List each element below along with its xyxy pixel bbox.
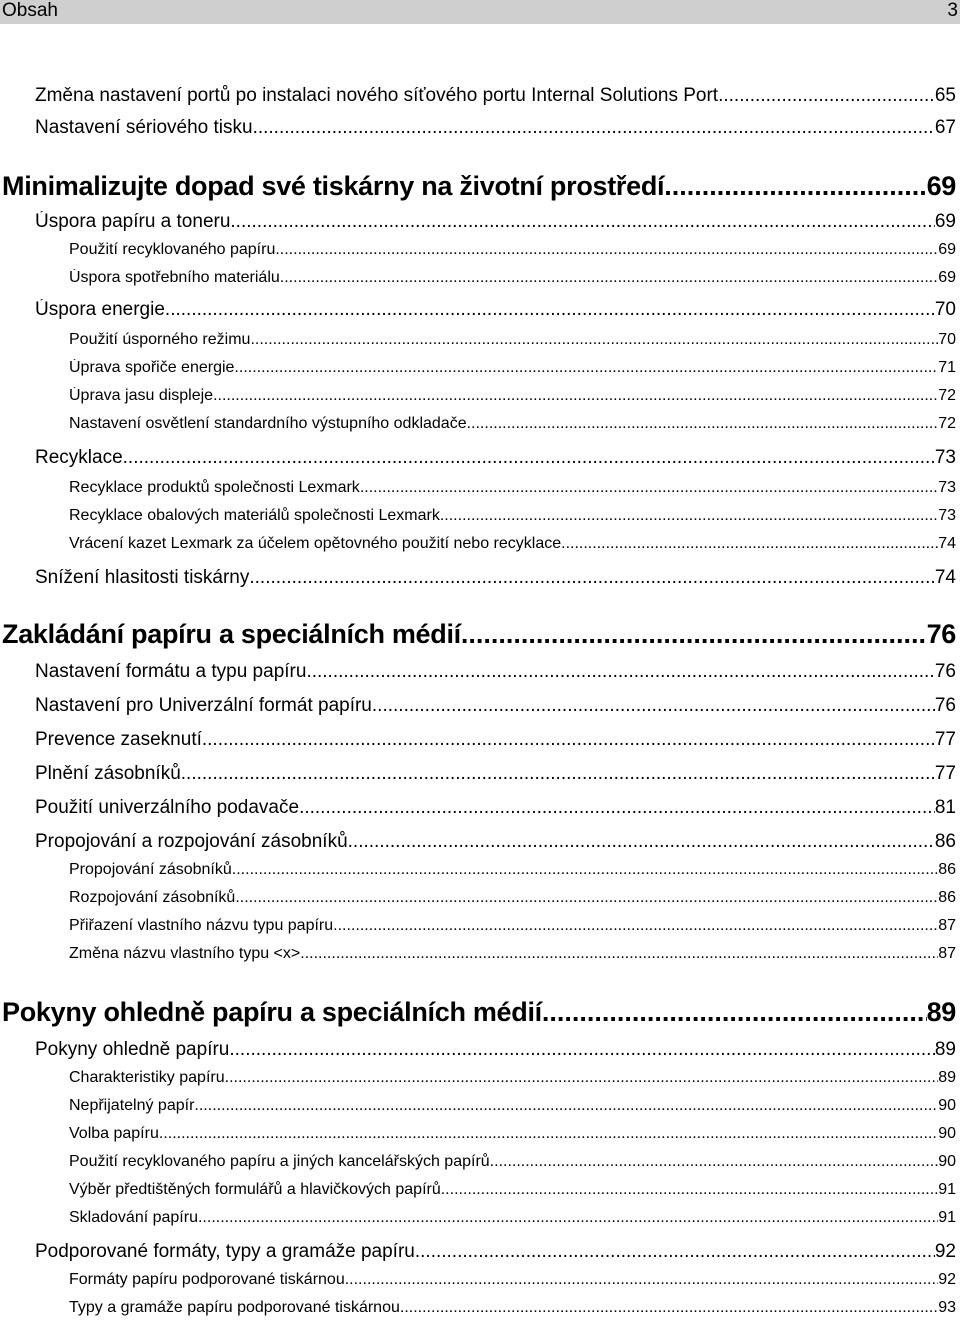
toc-dot-leader xyxy=(345,1271,938,1289)
toc-entry-page: 89 xyxy=(934,1039,956,1060)
toc-entry-title: Použití univerzálního podavače xyxy=(35,797,300,818)
toc-entry-title: Skladování papíru xyxy=(69,1209,198,1226)
toc-dot-leader xyxy=(280,269,938,287)
toc-entry-page: 87 xyxy=(938,917,956,934)
toc-entry-title: Použití úsporného režimu xyxy=(69,331,251,348)
toc-entry-page: 91 xyxy=(938,1181,956,1198)
toc-dot-leader xyxy=(235,889,938,907)
toc-section[interactable] xyxy=(35,117,956,139)
toc-entry-title: Úspora papíru a toneru xyxy=(35,211,231,232)
toc-subsection[interactable] xyxy=(69,1181,956,1199)
toc-subsection[interactable] xyxy=(69,945,956,963)
toc-dot-leader xyxy=(198,1209,938,1227)
toc-dot-leader xyxy=(440,507,938,525)
toc-entry-page: 69 xyxy=(934,211,956,232)
toc-entry-title: Recyklace produktů společnosti Lexmark xyxy=(69,479,360,496)
toc-dot-leader xyxy=(253,117,935,139)
toc-entry-page: 77 xyxy=(934,763,956,784)
toc-subsection[interactable] xyxy=(69,387,956,405)
toc-entry-title: Formáty papíru podporované tiskárnou xyxy=(69,1271,345,1288)
toc-dot-leader xyxy=(415,1241,935,1263)
toc-dot-leader xyxy=(467,415,939,433)
toc-section[interactable] xyxy=(35,85,956,107)
toc-section[interactable] xyxy=(35,661,956,683)
toc-entry-page: 65 xyxy=(934,85,956,106)
toc-dot-leader xyxy=(230,211,934,233)
toc-subsection[interactable] xyxy=(69,359,956,377)
toc-entry-page: 76 xyxy=(934,695,956,716)
toc-dot-leader xyxy=(542,997,927,1028)
toc-dot-leader xyxy=(306,661,934,683)
toc-chapter[interactable] xyxy=(2,619,956,650)
toc-entry-title: Změna názvu vlastního typu <x> xyxy=(69,945,301,962)
toc-dot-leader xyxy=(664,171,926,202)
toc-section[interactable] xyxy=(35,695,956,717)
toc-entry-page: 92 xyxy=(934,1241,956,1262)
toc-entry-page: 71 xyxy=(938,359,956,376)
toc-entry-page: 70 xyxy=(938,331,956,348)
toc-subsection[interactable] xyxy=(69,269,956,287)
toc-entry-page: 72 xyxy=(938,415,956,432)
toc-dot-leader xyxy=(360,479,938,497)
toc-entry-title: Použití recyklovaného papíru xyxy=(69,241,276,258)
toc-entry-page: 70 xyxy=(934,299,956,320)
toc-entry-title: Plnění zásobníků xyxy=(35,763,181,784)
toc-section[interactable] xyxy=(35,729,956,751)
toc-entry-title: Úprava jasu displeje xyxy=(69,387,214,404)
toc-dot-leader xyxy=(490,1153,939,1171)
toc-entry-title: Úspora energie xyxy=(35,299,165,320)
header-title: Obsah xyxy=(2,0,58,21)
toc-entry-page: 90 xyxy=(938,1097,956,1114)
toc-subsection[interactable] xyxy=(69,1209,956,1227)
toc-entry-page: 81 xyxy=(934,797,956,818)
toc-dot-leader xyxy=(275,241,938,259)
toc-subsection[interactable] xyxy=(69,1125,956,1143)
toc-entry-page: 93 xyxy=(938,1299,956,1316)
toc-subsection[interactable] xyxy=(69,1271,956,1289)
toc-entry-title: Nastavení formátu a typu papíru xyxy=(35,661,307,682)
toc-dot-leader xyxy=(249,567,934,589)
toc-entry-title: Minimalizujte dopad své tiskárny na životní prostředí xyxy=(2,171,665,201)
toc-chapter[interactable] xyxy=(2,171,956,202)
toc-entry-title: Změna nastavení portů po instalaci nového síťového portu Internal Solutions Port xyxy=(35,85,719,106)
toc-section[interactable] xyxy=(35,1039,956,1061)
toc-subsection[interactable] xyxy=(69,241,956,259)
toc-dot-leader xyxy=(123,447,935,469)
toc-subsection[interactable] xyxy=(69,1153,956,1171)
toc-dot-leader xyxy=(250,331,938,349)
toc-entry-title: Nepřijatelný papír xyxy=(69,1097,195,1114)
toc-dot-leader xyxy=(333,917,938,935)
toc-dot-leader xyxy=(718,85,935,107)
toc-entry-title: Prevence zaseknutí xyxy=(35,729,202,750)
toc-dot-leader xyxy=(348,831,935,853)
toc-entry-page: 69 xyxy=(938,269,956,286)
toc-dot-leader xyxy=(232,861,938,879)
toc-dot-leader xyxy=(229,1039,934,1061)
toc-entry-title: Rozpojování zásobníků xyxy=(69,889,236,906)
toc-entry-page: 72 xyxy=(938,387,956,404)
toc-section[interactable] xyxy=(35,567,956,589)
toc-entry-title: Úspora spotřebního materiálu xyxy=(69,269,280,286)
toc-entry-title: Snížení hlasitosti tiskárny xyxy=(35,567,250,588)
toc-subsection[interactable] xyxy=(69,1097,956,1115)
toc-entry-title: Pokyny ohledně papíru xyxy=(35,1039,230,1060)
toc-dot-leader xyxy=(202,729,935,751)
toc-entry-title: Nastavení sériového tisku xyxy=(35,117,253,138)
toc-entry-title: Volba papíru xyxy=(69,1125,159,1142)
toc-dot-leader xyxy=(194,1097,938,1115)
header-page-number: 3 xyxy=(947,0,958,21)
toc-entry-page: 89 xyxy=(938,1069,956,1086)
toc-entry-page: 91 xyxy=(938,1209,956,1226)
toc-dot-leader xyxy=(300,945,938,963)
toc-entry-page: 73 xyxy=(938,479,956,496)
toc-subsection[interactable] xyxy=(69,1299,956,1317)
toc-subsection[interactable] xyxy=(69,889,956,907)
toc-entry-page: 87 xyxy=(938,945,956,962)
toc-dot-leader xyxy=(181,763,935,785)
toc-dot-leader xyxy=(213,387,938,405)
toc-subsection[interactable] xyxy=(69,917,956,935)
toc-section[interactable] xyxy=(35,797,956,819)
toc-subsection[interactable] xyxy=(69,861,956,879)
toc-entry-title: Úprava spořiče energie xyxy=(69,359,235,376)
toc-entry-title: Charakteristiky papíru xyxy=(69,1069,225,1086)
toc-entry-title: Nastavení osvětlení standardního výstupního odkladače xyxy=(69,415,467,432)
toc-entry-page: 77 xyxy=(934,729,956,750)
toc-entry-title: Nastavení pro Univerzální formát papíru xyxy=(35,695,372,716)
toc-subsection[interactable] xyxy=(69,331,956,349)
toc-dot-leader xyxy=(225,1069,939,1087)
toc-entry-title: Výběr předtištěných formulářů a hlavičkových papírů xyxy=(69,1181,441,1198)
toc-entry-page: 92 xyxy=(938,1271,956,1288)
toc-entry-title: Typy a gramáže papíru podporované tiskárnou xyxy=(69,1299,400,1316)
toc-subsection[interactable] xyxy=(69,479,956,497)
toc-subsection[interactable] xyxy=(69,507,956,525)
toc-chapter[interactable] xyxy=(2,997,956,1028)
toc-dot-leader xyxy=(461,619,927,650)
toc-dot-leader xyxy=(372,695,935,717)
toc-entry-page: 90 xyxy=(938,1153,956,1170)
toc-entry-page: 89 xyxy=(926,997,956,1027)
toc-entry-page: 69 xyxy=(938,241,956,258)
toc-entry-page: 67 xyxy=(934,117,956,138)
toc-section[interactable] xyxy=(35,831,956,853)
toc-section[interactable] xyxy=(35,763,956,785)
toc-dot-leader xyxy=(165,299,935,321)
toc-entry-page: 69 xyxy=(926,171,956,201)
toc-section[interactable] xyxy=(35,1241,956,1263)
toc-subsection[interactable] xyxy=(69,415,956,433)
toc-entry-title: Propojování zásobníků xyxy=(69,861,232,878)
toc-subsection[interactable] xyxy=(69,1069,956,1087)
toc-section[interactable] xyxy=(35,211,956,233)
toc-entry-title: Pokyny ohledně papíru a speciálních médií xyxy=(2,997,542,1027)
toc-entry-page: 73 xyxy=(934,447,956,468)
toc-dot-leader xyxy=(400,1299,938,1317)
toc-entry-title: Recyklace obalových materiálů společnosti Lexmark xyxy=(69,507,440,524)
toc-dot-leader xyxy=(441,1181,938,1199)
toc-section[interactable] xyxy=(35,447,956,469)
toc-entry-page: 76 xyxy=(934,661,956,682)
toc-entry-page: 73 xyxy=(938,507,956,524)
toc-subsection[interactable] xyxy=(69,535,956,553)
toc-entry-page: 86 xyxy=(938,861,956,878)
toc-entry-title: Použití recyklovaného papíru a jiných kancelářských papírů xyxy=(69,1153,490,1170)
toc-dot-leader xyxy=(159,1125,938,1143)
toc-entry-title: Přiřazení vlastního názvu typu papíru xyxy=(69,917,334,934)
toc-entry-title: Propojování a rozpojování zásobníků xyxy=(35,831,348,852)
toc-entry-page: 90 xyxy=(938,1125,956,1142)
toc-entry-title: Recyklace xyxy=(35,447,123,468)
toc-entry-title: Zakládání papíru a speciálních médií xyxy=(2,619,461,649)
toc-entry-page: 76 xyxy=(926,619,956,649)
toc-entry-page: 86 xyxy=(938,889,956,906)
toc-dot-leader xyxy=(561,535,938,553)
toc-entry-title: Podporované formáty, typy a gramáže papíru xyxy=(35,1241,415,1262)
toc-entry-page: 74 xyxy=(934,567,956,588)
toc-entry-page: 86 xyxy=(934,831,956,852)
toc-section[interactable] xyxy=(35,299,956,321)
toc-entry-title: Vrácení kazet Lexmark za účelem opětovného použití nebo recyklace xyxy=(69,535,562,552)
toc-dot-leader xyxy=(234,359,938,377)
toc-dot-leader xyxy=(299,797,935,819)
toc-entry-page: 74 xyxy=(938,535,956,552)
